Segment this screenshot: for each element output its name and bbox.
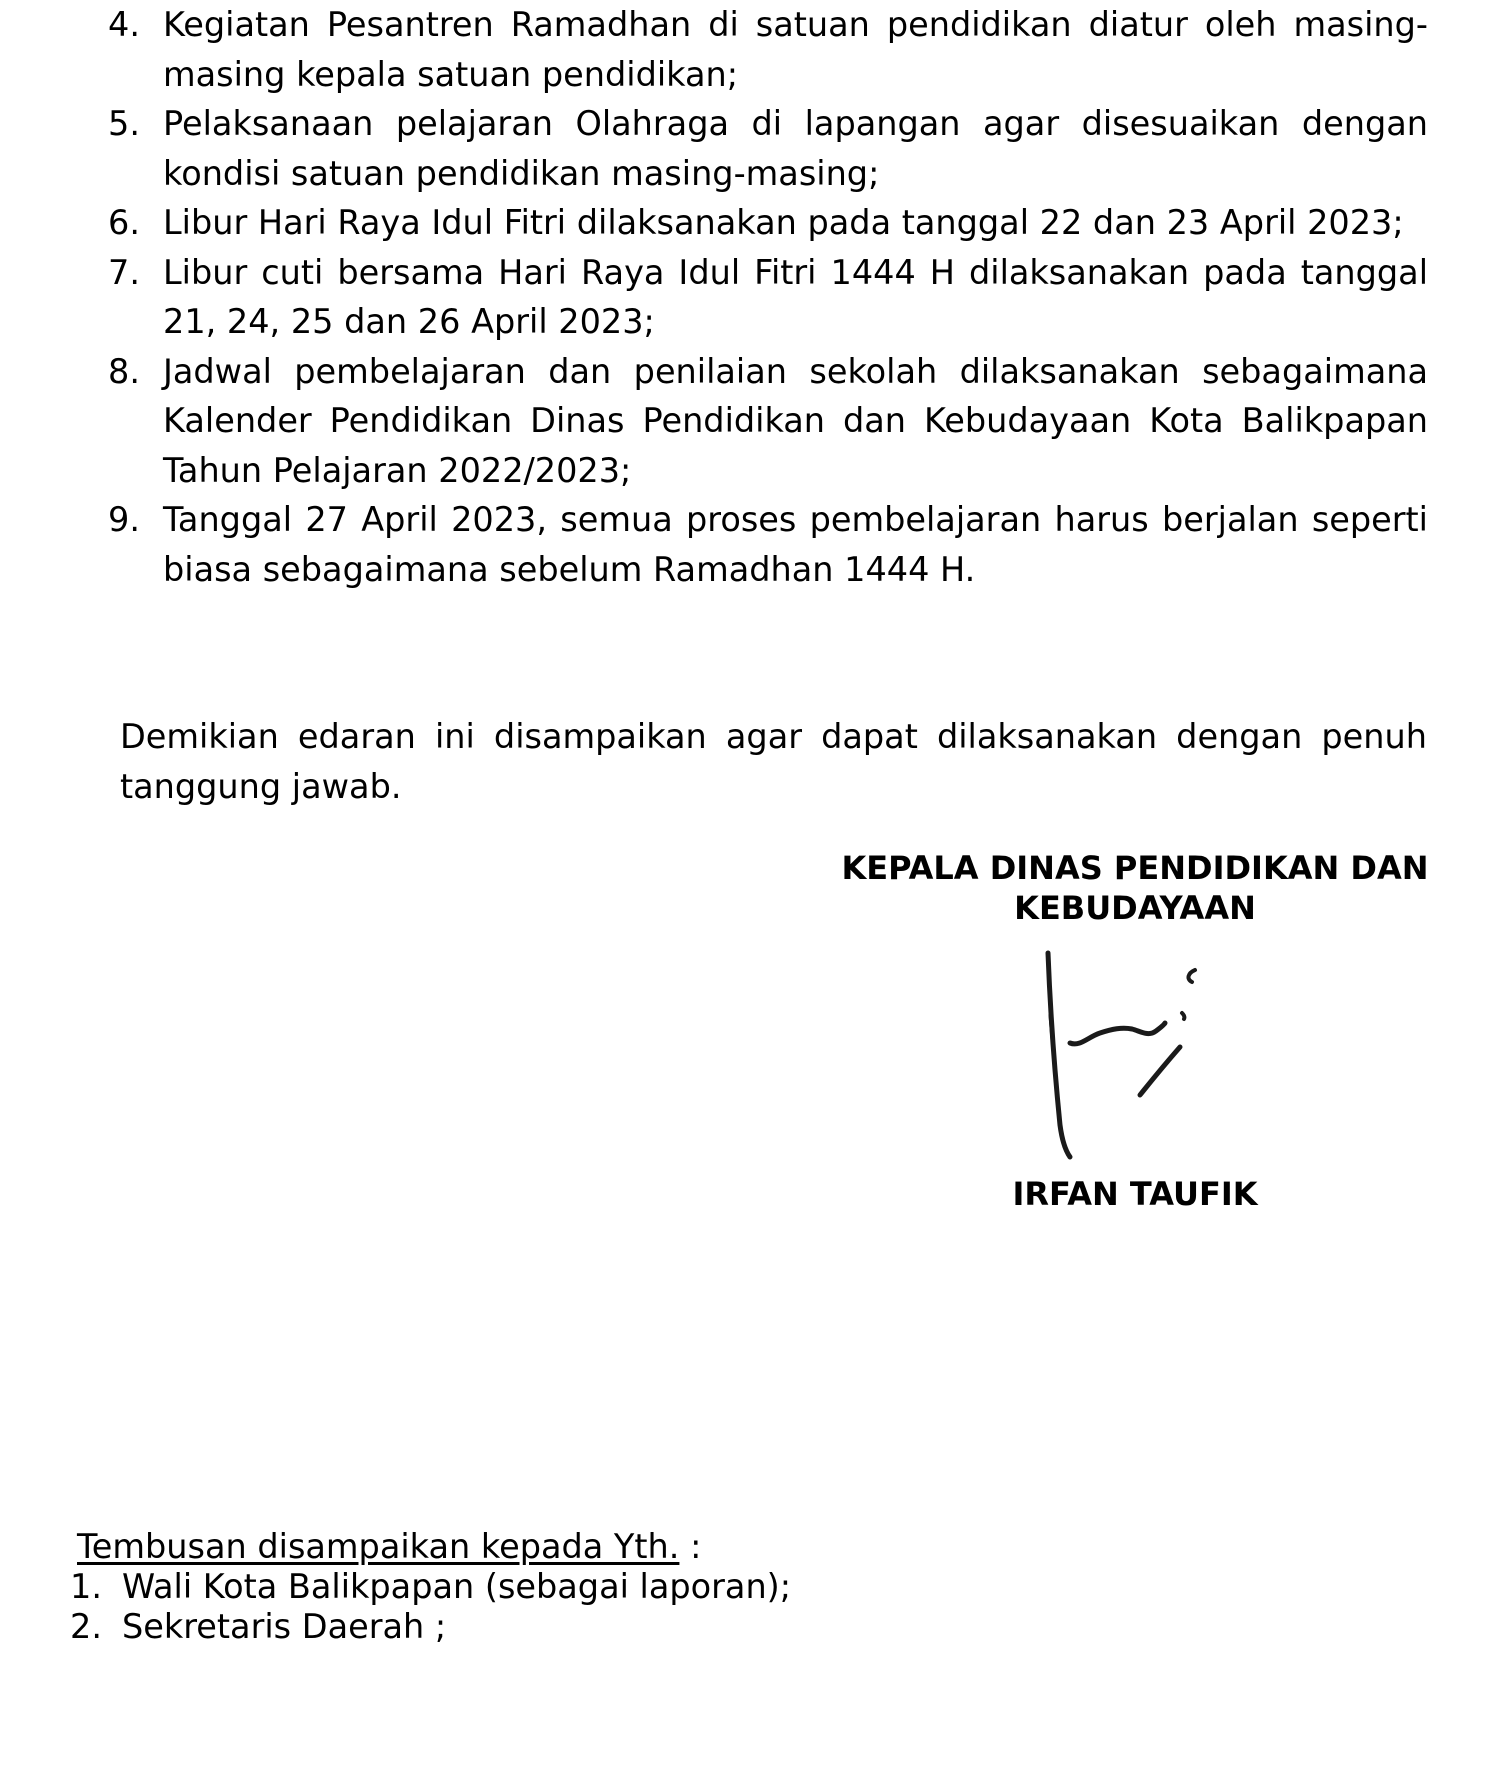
- handwritten-signature: [1030, 945, 1230, 1165]
- list-item: [108, 99, 1428, 198]
- list-item: [108, 248, 1428, 347]
- list-item-text: Jadwal pembelajaran dan penilaian sekolah dilaksanakan sebagaimana Kalender Pendidikan Dinas Pendidikan dan Kebudayaan Kota Balikpapan Tahun Pelajaran 2022/2023;: [163, 351, 1428, 490]
- list-item: [108, 495, 1428, 594]
- closing-paragraph: Demikian edaran ini disampaikan agar dapat dilaksanakan dengan penuh tanggung jawab.: [120, 717, 1427, 806]
- cc-title: [70, 1527, 791, 1567]
- list-item-number: 6.: [108, 203, 140, 242]
- signatory-title-line-1: KEPALA DINAS PENDIDIKAN DAN: [841, 849, 1429, 887]
- list-item-number: 7.: [108, 252, 140, 292]
- cc-list-item-text: Wali Kota Balikpapan (sebagai laporan);: [122, 1567, 792, 1606]
- list-item-text: Libur Hari Raya Idul Fitri dilaksanakan pada tanggal 22 dan 23 April 2023;: [163, 203, 1404, 242]
- numbered-list: [108, 0, 1428, 594]
- list-item: [108, 347, 1428, 496]
- signatory-name: IRFAN TAUFIK: [1012, 1175, 1258, 1213]
- list-item: [108, 0, 1428, 99]
- list-item-text: Libur cuti bersama Hari Raya Idul Fitri 1444 H dilaksanakan pada tanggal 21, 24, 25 dan 26 April 2023;: [163, 252, 1428, 341]
- list-item-number: 8.: [108, 351, 140, 391]
- cc-list-item-number: 1.: [70, 1567, 102, 1606]
- cc-title-suffix: :: [679, 1527, 702, 1566]
- list-item-text: Pelaksanaan pelajaran Olahraga di lapangan agar disesuaikan dengan kondisi satuan pendidikan masing-masing;: [163, 104, 1428, 193]
- cc-list-item-text: Sekretaris Daerah ;: [122, 1607, 447, 1646]
- list-item: [108, 198, 1428, 248]
- cc-list-item: [70, 1567, 791, 1607]
- list-item-number: 9.: [108, 500, 140, 539]
- cc-title-text: Tembusan disampaikan kepada Yth.: [77, 1527, 680, 1566]
- list-item-number: 5.: [108, 104, 140, 143]
- list-item-number: 4.: [108, 5, 140, 44]
- list-item-text: Kegiatan Pesantren Ramadhan di satuan pendidikan diatur oleh masing-masing kepala satuan pendidikan;: [163, 5, 1428, 94]
- cc-list-item-number: 2.: [70, 1607, 102, 1646]
- cc-list-item: [70, 1607, 791, 1647]
- list-item-text: Tanggal 27 April 2023, semua proses pembelajaran harus berjalan seperti biasa sebagaimana sebelum Ramadhan 1444 H.: [163, 500, 1428, 589]
- signatory-title: [800, 848, 1470, 928]
- cc-section: [70, 1527, 791, 1647]
- signatory-title-line-2: KEBUDAYAAN: [1014, 889, 1256, 927]
